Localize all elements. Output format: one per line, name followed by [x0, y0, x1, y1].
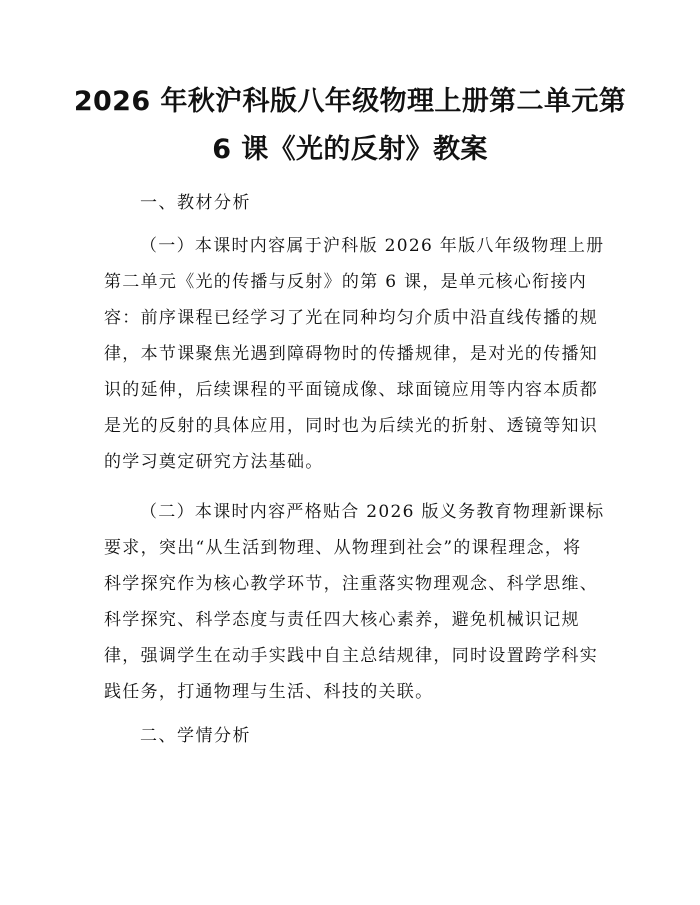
section-heading-textbook-analysis: 一、教材分析 [140, 193, 251, 213]
paragraph-line: 科学探究、科学态度与责任四大核心素养，避免机械识记规 [104, 610, 580, 630]
paragraph-2 [104, 494, 604, 710]
paragraph-line: 律，本节课聚焦光遇到障碍物时的传播规律，是对光的传播知 [104, 344, 599, 364]
paragraph-line: 识的延伸，后续课程的平面镜成像、球面镜应用等内容本质都 [104, 380, 599, 400]
document-title-line-1: 2026 年秋沪科版八年级物理上册第二单元第 [73, 86, 627, 117]
paragraph-line: 第二单元《光的传播与反射》的第 6 课，是单元核心衔接内 [104, 272, 588, 292]
paragraph-line: 容：前序课程已经学习了光在同种均匀介质中沿直线传播的规 [104, 308, 599, 328]
paragraph-line: 是光的反射的具体应用，同时也为后续光的折射、透镜等知识 [104, 416, 599, 436]
paragraph-1 [104, 228, 604, 480]
paragraph-line: （一）本课时内容属于沪科版 2026 年版八年级物理上册 [140, 236, 605, 256]
paragraph-line: 律，强调学生在动手实践中自主总结规律，同时设置跨学科实 [104, 646, 599, 666]
paragraph-line: 科学探究作为核心教学环节，注重落实物理观念、科学思维、 [104, 574, 599, 594]
paragraph-line: 践任务，打通物理与生活、科技的关联。 [104, 682, 434, 702]
paragraph-line: （二）本课时内容严格贴合 2026 版义务教育物理新课标 [140, 502, 605, 522]
section-heading-learner-analysis: 二、学情分析 [140, 726, 251, 746]
document-title-line-2: 6 课《光的反射》教案 [212, 134, 488, 165]
paragraph-line: 的学习奠定研究方法基础。 [104, 452, 324, 472]
paragraph-line: 要求，突出“从生活到物理、从物理到社会”的课程理念，将 [104, 538, 582, 558]
